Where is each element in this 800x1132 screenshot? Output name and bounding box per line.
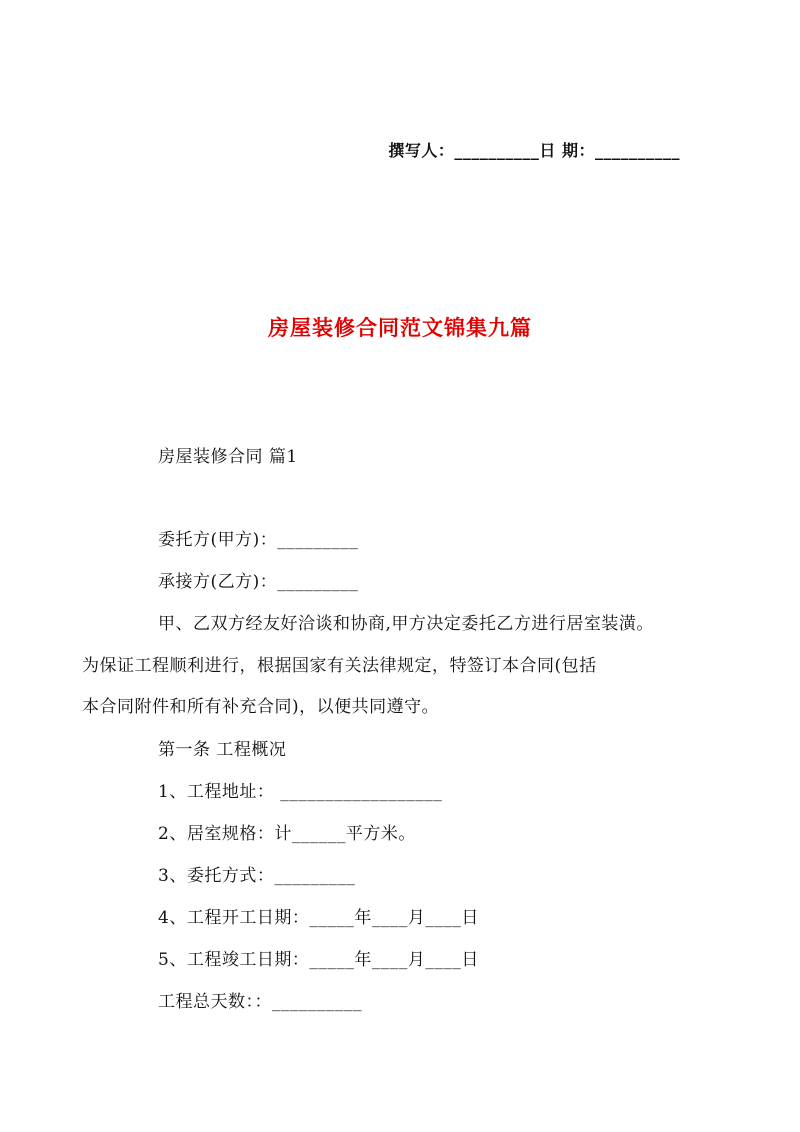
intro-line: 为保证工程顺利进行，根据国家有关法律规定，特签订本合同(包括	[82, 655, 597, 676]
party-a-field: 委托方(甲方)：_________	[158, 530, 359, 550]
list-item-start-date: 4、工程开工日期：_____年____月____日	[158, 908, 479, 928]
list-item-address: 1、工程地址： __________________	[158, 782, 443, 802]
document-title: 房屋装修合同范文锦集九篇	[268, 315, 532, 340]
total-days-field: 工程总天数：：__________	[158, 992, 362, 1012]
article-heading: 第一条 工程概况	[158, 740, 287, 760]
section-heading: 房屋装修合同 篇1	[158, 447, 298, 467]
intro-line: 本合同附件和所有补充合同)，以便共同遵守。	[82, 697, 440, 718]
list-item-end-date: 5、工程竣工日期：_____年____月____日	[158, 950, 479, 970]
list-item-size: 2、居室规格：计______平方米。	[158, 824, 416, 844]
list-item-method: 3、委托方式：_________	[158, 866, 356, 886]
party-b-field: 承接方(乙方)：_________	[158, 572, 359, 592]
author-date-line: 撰写人：__________日 期：__________	[388, 141, 680, 160]
intro-line: 甲、乙双方经友好洽谈和协商,甲方决定委托乙方进行居室装潢。	[158, 614, 654, 634]
intro-paragraph	[82, 604, 688, 729]
